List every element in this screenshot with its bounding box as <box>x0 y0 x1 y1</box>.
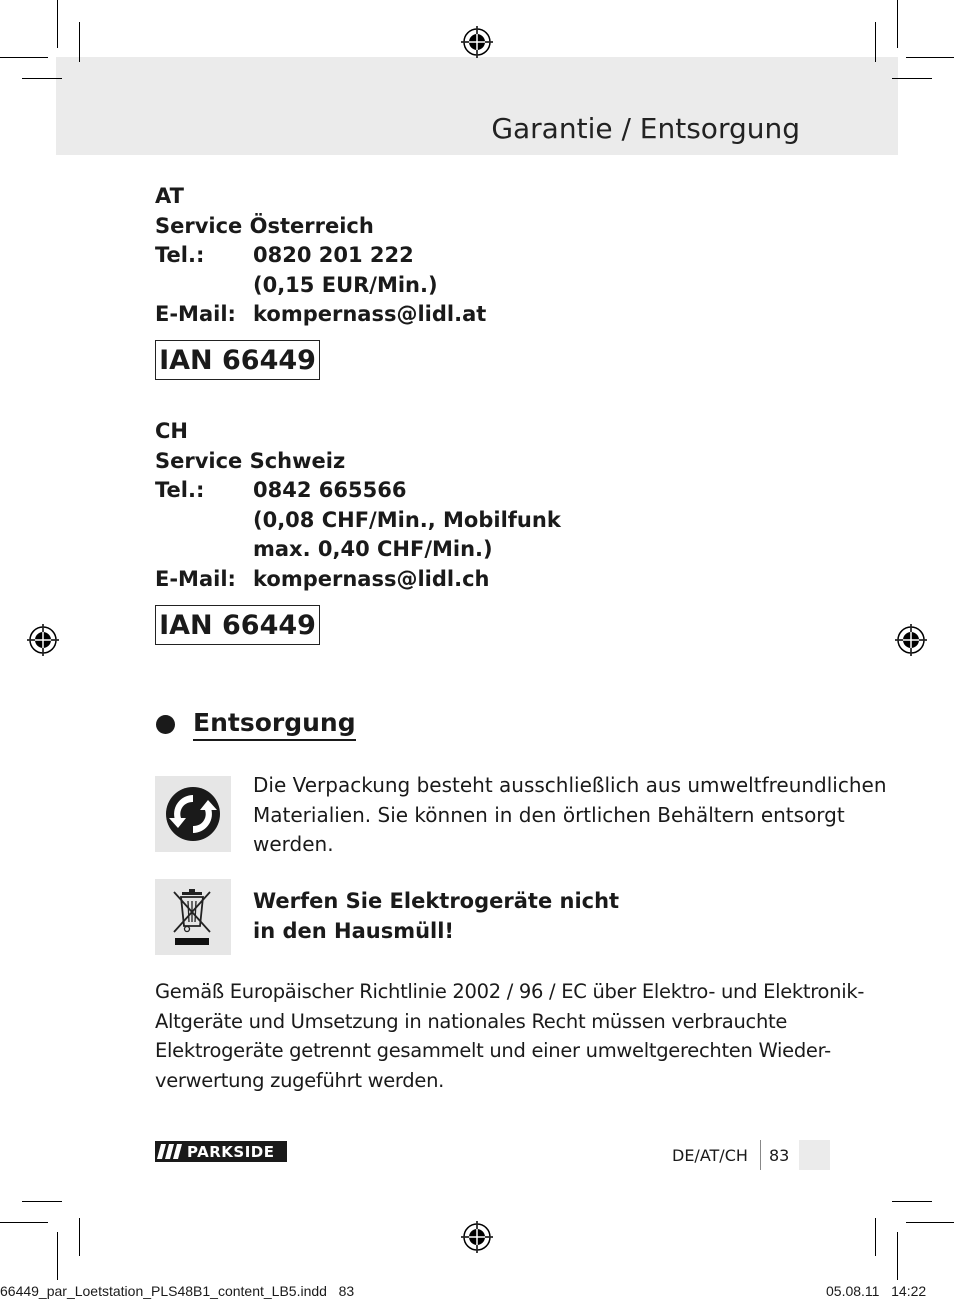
registration-mark-icon <box>461 1221 493 1253</box>
service-name: Service Österreich <box>155 213 374 238</box>
service-block-ch <box>155 417 561 594</box>
brand-name: PARKSIDE <box>187 1142 275 1161</box>
mail-address: kompernass@lidl.at <box>253 302 487 326</box>
tel-note: max. 0,40 CHF/Min.) <box>253 537 493 561</box>
country-code: AT <box>155 184 184 208</box>
section-bullet <box>156 715 175 734</box>
tel-note: (0,15 EUR/Min.) <box>253 272 438 297</box>
mail-label: E-Mail: <box>155 566 236 591</box>
service-name: Service Schweiz <box>155 448 346 473</box>
file-info: 66449_par_Loetstation_PLS48B1_content_LB5.indd 83 <box>0 1283 355 1299</box>
tel-row <box>155 241 486 271</box>
timestamp: 05.08.11 14:22 <box>826 1283 927 1299</box>
mail-label: E-Mail: <box>155 302 236 326</box>
page-tab <box>799 1140 830 1170</box>
country-code: CH <box>155 419 188 443</box>
page-title: Garantie / Entsorgung <box>491 112 800 145</box>
tel-row <box>155 476 561 506</box>
registration-mark-icon <box>461 26 493 58</box>
recycling-green-dot-icon <box>155 776 231 852</box>
packaging-text: Die Verpackung besteht ausschließlich aus umweltfreundlichen Materialien. Sie können in den örtlichen Behältern entsorgt werden. <box>253 773 887 856</box>
tel-number: 0820 201 222 <box>253 243 414 267</box>
mail-address: kompernass@lidl.ch <box>253 566 490 591</box>
ian-box-at: IAN 66449 <box>155 340 320 380</box>
directive-paragraph: Gemäß Europäischer Richtlinie 2002 / 96 / EC über Elektro- und Elektronik- Altgeräte und Umsetzung in nationales Recht müssen verbrauchte Elektrogeräte getrennt gesammelt und einer umweltgerechten Wieder- verwertung zugeführt werden. <box>155 980 865 1092</box>
ian-box-ch: IAN 66449 <box>155 605 320 645</box>
crossed-out-wheelie-bin-icon <box>155 879 231 955</box>
mail-row <box>155 565 561 595</box>
mail-row <box>155 300 486 330</box>
section-title: Entsorgung <box>193 707 356 741</box>
locale-label: DE/AT/CH <box>672 1146 748 1165</box>
weee-warning: Werfen Sie Elektrogeräte nicht in den Hausmüll! <box>253 889 620 943</box>
tel-label: Tel.: <box>155 478 205 502</box>
logo-stripes-icon <box>155 1141 187 1162</box>
page-number: 83 <box>769 1146 790 1165</box>
parkside-logo <box>155 1141 287 1162</box>
tel-note: (0,08 CHF/Min., Mobilfunk <box>253 507 561 532</box>
tel-number: 0842 665566 <box>253 478 407 502</box>
registration-mark-icon <box>895 624 927 656</box>
tel-label: Tel.: <box>155 243 205 267</box>
footer-divider <box>760 1140 761 1170</box>
service-block-at <box>155 182 486 330</box>
registration-mark-icon <box>27 624 59 656</box>
